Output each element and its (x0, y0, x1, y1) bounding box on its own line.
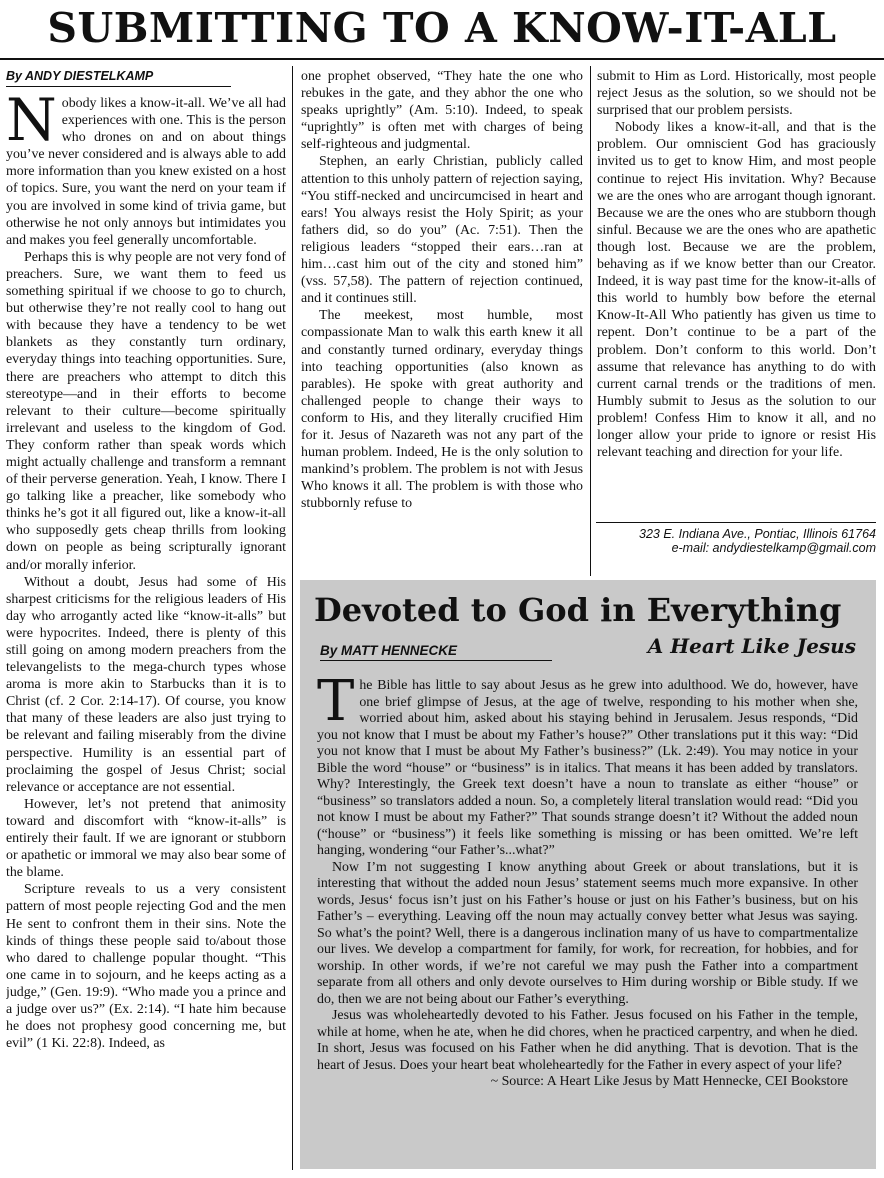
paragraph: one prophet observed, “They hate the one who rebukes in the gate, and they abhor the one who speaks uprightly” (Am. 5:10). Indeed, to speak “uprightly” is often met with charges of being self-righteous and judgmental. (301, 69, 583, 153)
paragraph: Without a doubt, Jesus had some of His sharpest criticisms for the religious leaders of His day who arrogantly acted like “know-it-alls” but were hypocrites. Indeed, there is plenty of this still going on among modern preachers from the televangelists to the mega-church types whose aroma is more akin to Starbucks than it is to Christ (cf. 2 Cor. 2:14-17). Of course, you know that many of these leaders are also just trying to be relevant and failing miserably from the divine perspective. Humility is an essential part of proclaiming the gospel of Jesus Christ; social relevance or acceptance are not essential. (6, 574, 286, 795)
article-column-2 (301, 68, 583, 568)
paragraph: Nobody likes a know-it-all. We’ve all had experiences with one. This is the person who drones on and on about things you’ve never considered and is always able to add more information than you knew existed on a host of topics. Sure, you want the nerd on your team if you are involved in some kind of trivia game, but otherwise he not only annoys but intimidates you and makes you feel generally uncomfortable. (6, 86, 286, 248)
author-contact (596, 522, 876, 555)
sidebar-article (300, 580, 876, 1169)
paragraph: The meekest, most humble, most compassionate Man to walk this earth knew it all and constantly turned ordinary, everyday things into teaching opportunities (also known as parables). He spoke with great authority and challenged people to change their ways to conform to His, and they literally crucified Him for it. Jesus of Nazareth was not any part of the human problem. Indeed, He is the only solution to mankind’s problem. The problem is not with Jesus Who knows it all. The problem is with those who stubbornly refuse to (301, 308, 583, 512)
paragraph: Nobody likes a know-it-all, and that is the problem. Our omniscient God has graciously invited us to get to know Him, and most people continue to reject His invitation. Why? Because we are the ones who are arrogant though ignorant. Because we are the ones who are stubborn though sinful. Because we are the ones who are apathetic though lost. Because we are the problem, behaving as if we know better than our Creator. Indeed, it is way past time for the know-it-alls of this world to humbly bow before the eternal Know-It-All Who patiently has given us time to repent. Don’t continue to be a part of the problem. Don’t conform to this world. Don’t assume that relevance has anything to do with current carnal trends or the traditions of men. Humbly submit to Jesus as the solution to our problem! Confess Him to know it all, and no longer allow your pride to ignore or resist His relevant teaching and direction for your life. (597, 120, 876, 461)
sidebar-subtitle: A Heart Like Jesus (647, 634, 856, 658)
sidebar-article-body (317, 669, 858, 1091)
article-column-1 (6, 68, 286, 1172)
paragraph: However, let’s not pretend that animosity toward and discomfort with “know-it-alls” is entirely their fault. If we are ignorant or stubborn or apathetic or immoral we may also bear some of the blame. (6, 796, 286, 881)
paragraph: submit to Him as Lord. Historically, most people reject Jesus as the solution, so we should not be surprised that our problem persists. (597, 69, 876, 119)
email-line: e-mail: andydiestelkamp@gmail.com (671, 541, 876, 555)
column-rule-1 (292, 66, 293, 1170)
article-column-3 (597, 68, 876, 520)
byline: By ANDY DIESTELKAMP (6, 68, 231, 87)
paragraph: Scripture reveals to us a very consistent pattern of most people rejecting God and the men He sent to confront them in their sins. Note the kinds of things these people said to/about those who dared to challenge popular thought. “This one came in to sojourn, and he keeps acting as a judge,” (Gen. 19:9). “Who made you a prince and a judge over us?” (Ex. 2:14). “I hate him because he does not prophesy good concerning me, but evil” (1 Ki. 22:8). Indeed, as (6, 882, 286, 1052)
drop-cap: N (6, 86, 57, 154)
source-citation: ~ Source: A Heart Like Jesus by Matt Hennecke, CEI Bookstore (490, 1074, 848, 1089)
address-line: 323 E. Indiana Ave., Pontiac, Illinois 61764 (639, 527, 876, 541)
paragraph: Now I’m not suggesting I know anything about Greek or about translations, but it is interesting that without the added noun Jesus’ statement seems much more expansive. In other words, Jesus‘ focus isn’t just on his Father’s house or just on his Father’s business, but on his Father’s – everything. Leaving off the noun may actually convey better what Jesus was saying. So what’s the point? Well, there is a dangerous inclination many of us have to compartmentalize our lives. We develop a compartment for family, for work, for recreation, for hobbies, and for worship. In other words, if we’re not careful we may push the Father into a compartment separate from all others and only devote ourselves to Him during worship or Bible study. If we do, then we are not being about our Father’s everything. (317, 859, 858, 1007)
paragraph: The Bible has little to say about Jesus as he grew into adulthood. We do, however, have one brief glimpse of Jesus, at the age of twelve, responding to his mother when she, worried about him, asked about his staying behind in Jerusalem. Jesus responds, “Did you not know that I must be about my Father’s house?” Other translations put it this way: “Did you not know that I must be about My Father’s business?” (Lk. 2:49). You may notice in your Bible the word “house” or “business” is in italics. That means it has been added by translators. Why? Interestingly, the Greek text doesn’t have a noun to translate as either “house” or “business” so translators added a noun. So, a completely literal translation would read: “Did you not know I must be about my Father?” That sounds strange doesn’t it? Without the added noun (“house” or “business”) it feels like something is missing or has been omitted. We’re left hanging, wondering “our Father’s...what?” (317, 669, 858, 858)
paragraph: Perhaps this is why people are not very fond of preachers. Sure, we want them to feed us something spiritual if we choose to go to church, but otherwise they’re not really cool to hang out with because they have a tendency to be wet blankets as they constantly turn ordinary, everyday things into teaching opportunities. Sure, there are preachers who attempt to ditch this stereotype—and in their efforts to become relevant to their culture—become spiritually irrelevant and useless to the kingdom of God. They conform rather than speak words which might actually challenge and transform a remnant of their perverse generation. Yeah, I know. There I go talking like a preacher, like somebody who thinks he’s got it all figured out, like a know-it-all who supposedly gets cheap thrills from looking down on people as being scripturally ignorant and/or morally inferior. (6, 249, 286, 573)
paragraph: Stephen, an early Christian, publicly called attention to this unholy pattern of rejection saying, “You stiff-necked and uncircumcised in heart and ears! You always resist the Holy Spirit; as your fathers did, so do you” (Ac. 7:51). Then the religious leaders “stopped their ears…ran at him…cast him out of the city and stoned him” (vss. 57,58). The pattern of rejection continued, and it continues still. (301, 154, 583, 307)
masthead (0, 0, 884, 60)
sidebar-byline: By MATT HENNECKE (320, 642, 552, 661)
drop-cap: T (317, 669, 355, 734)
sidebar-article-title: Devoted to God in Everything (314, 591, 842, 629)
column-rule-2 (590, 66, 591, 576)
article-title: SUBMITTING TO A KNOW-IT-ALL (47, 4, 837, 52)
paragraph: Jesus was wholeheartedly devoted to his Father. Jesus focused on his Father in the temple, while at home, when he ate, when he did chores, when he practiced carpentry, and when he died. In short, Jesus was focused on his Father when he did anything. That is devotion. That is the heart of Jesus. Does your heart beat wholeheartedly for the Father in every aspect of your life? (317, 1008, 858, 1073)
